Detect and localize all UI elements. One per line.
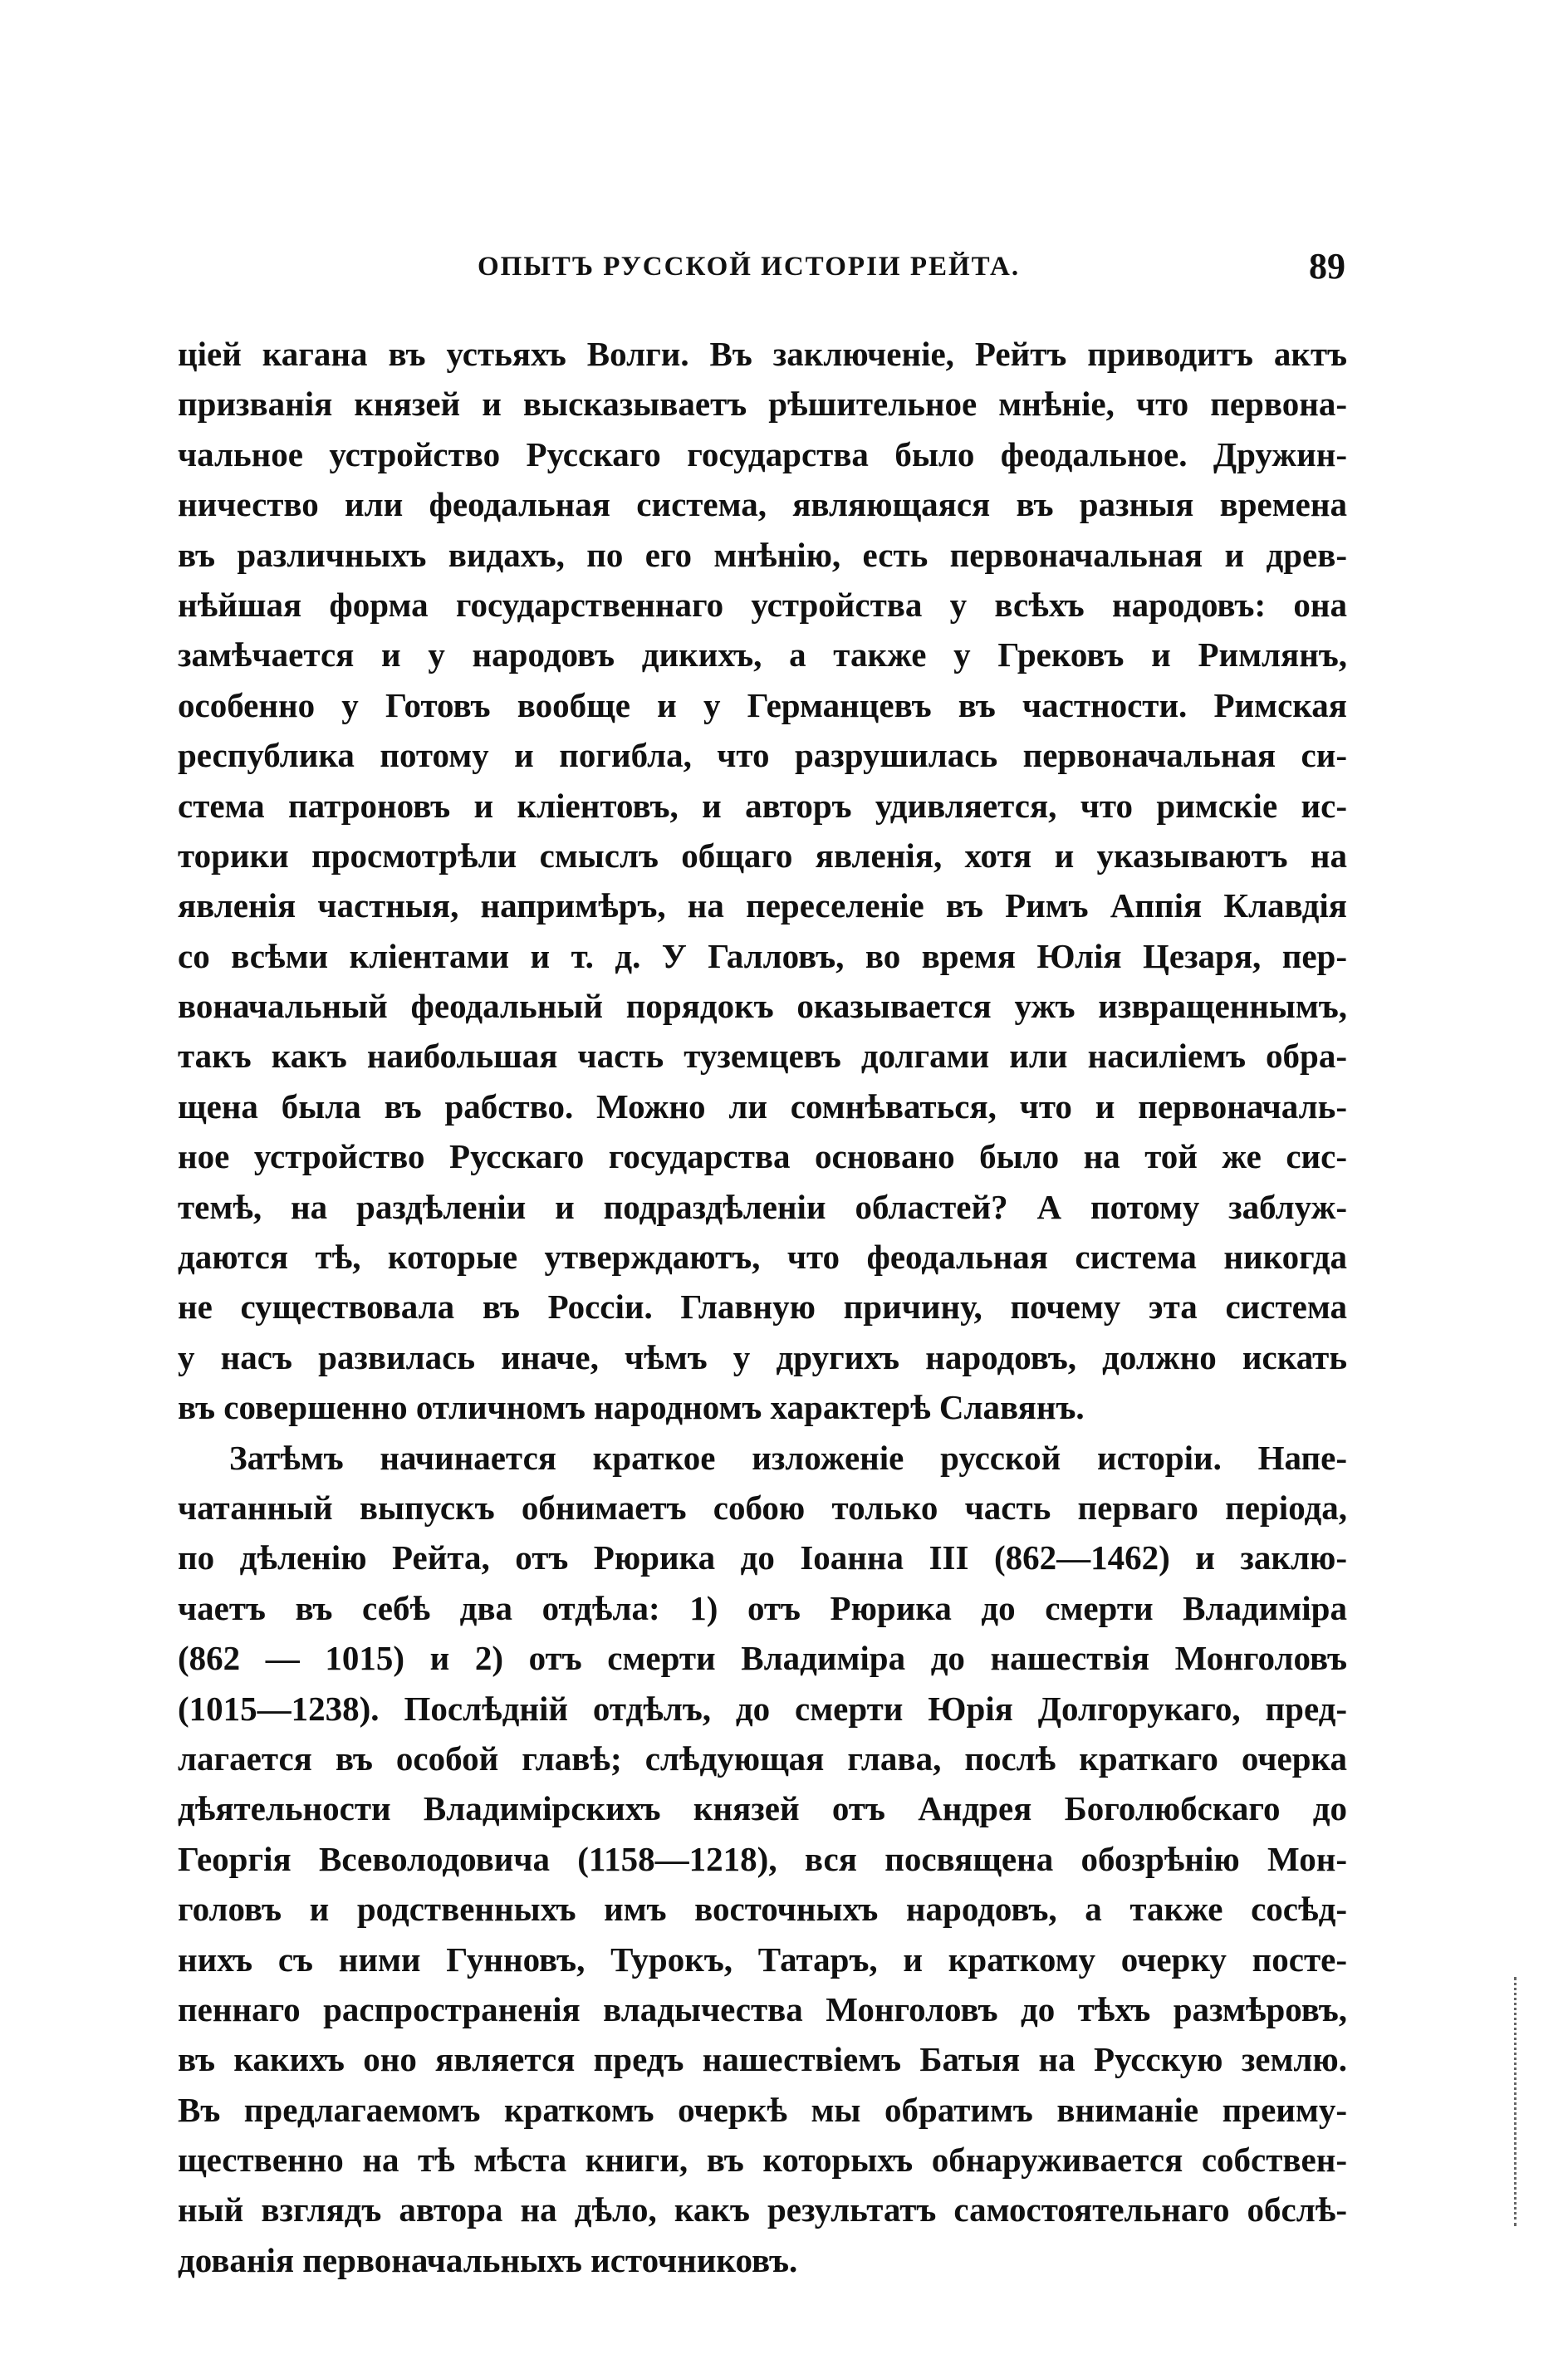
text-line: явленія частныя, напримѣръ, на переселеніе въ Римъ Аппія Клавдія — [178, 886, 1347, 925]
text-line: нихъ съ ними Гунновъ, Турокъ, Татаръ, и краткому очерку посте- — [178, 1940, 1347, 1979]
text-line: особенно у Готовъ вообще и у Германцевъ въ частности. Римская — [178, 685, 1347, 724]
text-line: чатанный выпускъ обнимаетъ собою только часть перваго періода, — [178, 1488, 1347, 1527]
text-line: пеннаго распространенія владычества Монголовъ до тѣхъ размѣровъ, — [178, 1989, 1347, 2028]
text-line: ный взглядъ автора на дѣло, какъ результатъ самостоятельнаго обслѣ- — [178, 2190, 1347, 2229]
text-line: Георгія Всеволодовича (1158—1218), вся посвящена обозрѣнію Мон- — [178, 1839, 1347, 1878]
text-line: призванія князей и высказываетъ рѣшительное мнѣніе, что первона- — [178, 385, 1347, 424]
text-line: щена была въ рабство. Можно ли сомнѣваться, что и первоначаль- — [178, 1086, 1347, 1126]
text-line: темѣ, на раздѣленіи и подраздѣленіи областей? А потому заблуж- — [178, 1187, 1347, 1226]
text-line: ное устройство Русскаго государства основано было на той же сис- — [178, 1137, 1347, 1176]
text-line: въ различныхъ видахъ, по его мнѣнію, есть первоначальная и древ- — [178, 535, 1347, 574]
text-line: дѣятельности Владимірскихъ князей отъ Андрея Боголюбскаго до — [178, 1789, 1347, 1828]
text-line: воначальный феодальный порядокъ оказывается ужъ извращеннымъ, — [178, 987, 1347, 1026]
text-line: даются тѣ, которые утверждаютъ, что феодальная система никогда — [178, 1238, 1347, 1277]
text-line: въ какихъ оно является предъ нашествіемъ Батыя на Русскую землю. — [178, 2040, 1347, 2079]
text-line: Въ предлагаемомъ краткомъ очеркѣ мы обратимъ вниманіе преиму- — [178, 2090, 1347, 2129]
text-line: торики просмотрѣли смыслъ общаго явленія, хотя и указываютъ на — [178, 836, 1347, 875]
text-line: (1015—1238). Послѣдній отдѣлъ, до смерти Юрія Долгорукаго, пред- — [178, 1689, 1347, 1728]
text-line: у насъ развилась иначе, чѣмъ у другихъ народовъ, должно искать — [178, 1337, 1347, 1376]
text-line: чаетъ въ себѣ два отдѣла: 1) отъ Рюрика до смерти Владиміра — [178, 1588, 1347, 1627]
text-line: такъ какъ наибольшая часть туземцевъ долгами или насиліемъ обра- — [178, 1037, 1347, 1076]
text-line: стема патроновъ и кліентовъ, и авторъ удивляется, что римскіе ис- — [178, 786, 1347, 825]
text-line: щественно на тѣ мѣста книги, въ которыхъ обнаруживается собствен- — [178, 2141, 1347, 2180]
text-line: чальное устройство Русскаго государства было феодальное. Дружин- — [178, 434, 1347, 473]
page-number: 89 — [1309, 246, 1345, 287]
text-line: лагается въ особой главѣ; слѣдующая глава, послѣ краткаго очерка — [178, 1739, 1347, 1778]
text-line: (862 — 1015) и 2) отъ смерти Владиміра до нашествія Монголовъ — [178, 1639, 1347, 1678]
text-line: республика потому и погибла, что разрушилась первоначальная си- — [178, 736, 1347, 775]
text-line: ціей кагана въ устьяхъ Волги. Въ заключеніе, Рейтъ приводитъ актъ — [178, 335, 1347, 373]
running-title: ОПЫТЪ РУССКОЙ ИСТОРІИ РЕЙТА. — [478, 252, 1021, 282]
text-line: нѣйшая форма государственнаго устройства у всѣхъ народовъ: она — [178, 585, 1347, 624]
running-head — [174, 245, 1345, 295]
text-line: со всѣми кліентами и т. д. У Галловъ, во время Юлія Цезаря, пер- — [178, 936, 1347, 975]
margin-dots — [1514, 1977, 1521, 2226]
text-line: головъ и родственныхъ имъ восточныхъ народовъ, а также сосѣд- — [178, 1890, 1347, 1929]
body-text — [178, 329, 1347, 2285]
text-line: по дѣленію Рейта, отъ Рюрика до Іоанна III (862—1462) и заклю- — [178, 1538, 1347, 1577]
text-line: замѣчается и у народовъ дикихъ, а также у Грековъ и Римлянъ, — [178, 635, 1347, 674]
paragraph-end-line: дованія первоначальныхъ источниковъ. — [178, 2240, 798, 2279]
text-line: не существовала въ Россіи. Главную причину, почему эта система — [178, 1288, 1347, 1327]
text-line: ничество или феодальная система, являющаяся въ разныя времена — [178, 485, 1347, 524]
paragraph-end-line: въ совершенно отличномъ народномъ характерѣ Славянъ. — [178, 1388, 1085, 1427]
paragraph-first-line: Затѣмъ начинается краткое изложеніе русской исторіи. Напе- — [229, 1438, 1347, 1477]
